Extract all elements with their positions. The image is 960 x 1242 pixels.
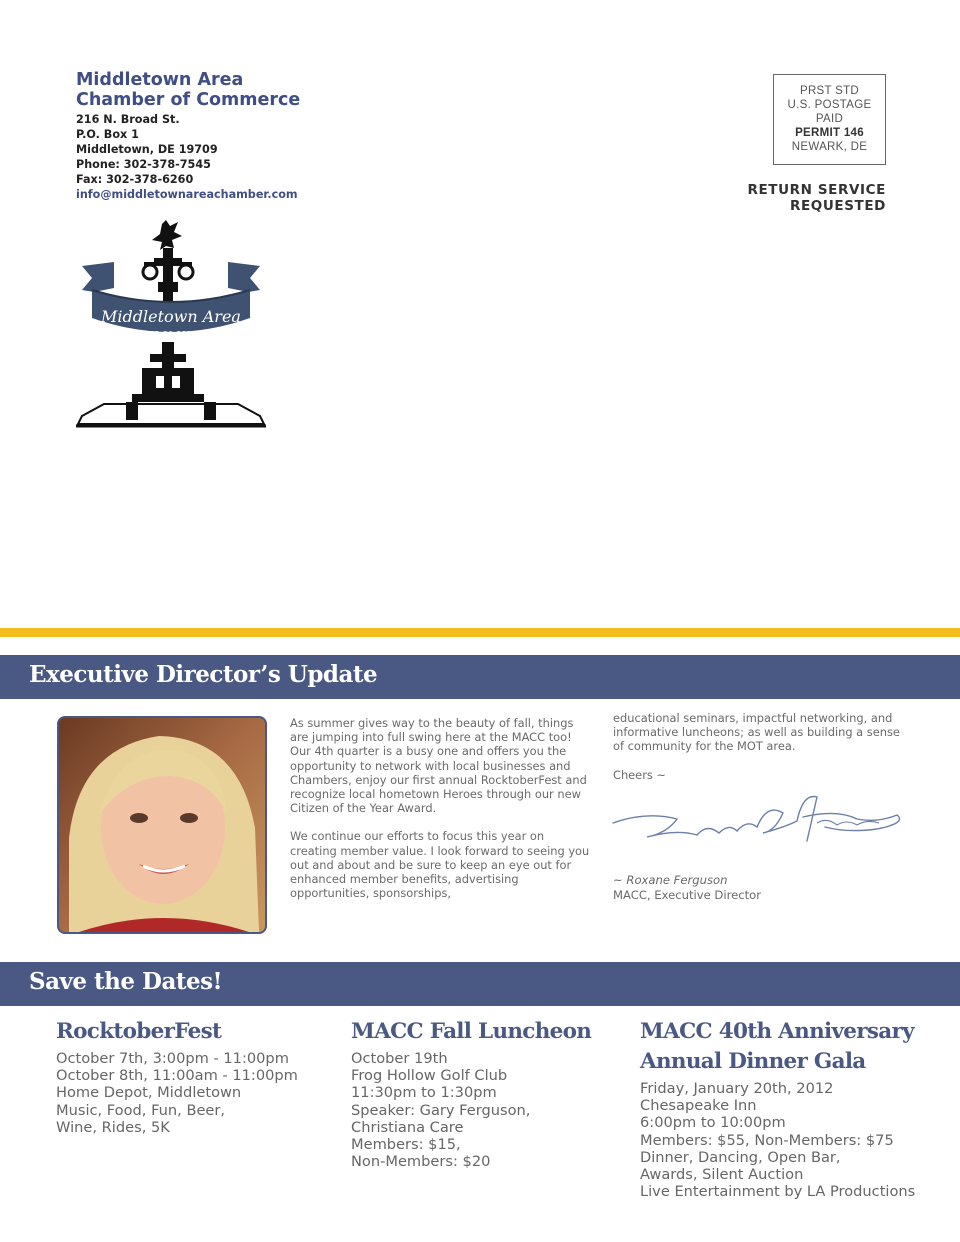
exec-update-column-1 (290, 716, 590, 914)
event-detail-line: Home Depot, Middletown (56, 1084, 242, 1102)
postage-permit: PERMIT 146 (795, 127, 864, 139)
address-fax: Fax: 302-378-6260 (76, 173, 194, 186)
signer-name: ~ Roxane Ferguson (613, 873, 728, 887)
address-street: 216 N. Broad St. (76, 113, 180, 126)
event-details (351, 1050, 621, 1170)
exec-update-heading: Executive Director’s Update (29, 661, 378, 688)
save-dates-banner (0, 962, 960, 1006)
event-detail-line: Speaker: Gary Ferguson, (351, 1101, 531, 1119)
postage-line2: U.S. POSTAGE (787, 99, 872, 111)
event-detail-line: 6:00pm to 10:00pm (640, 1114, 786, 1132)
event-detail-line: Friday, January 20th, 2012 (640, 1080, 834, 1097)
exec-update-paragraph-3: educational seminars, impactful networking, and informative luncheons; as well as building a sense of community for the MOT area. (613, 711, 900, 754)
gold-divider (0, 628, 960, 637)
save-dates-heading: Save the Dates! (29, 968, 223, 995)
signature-image (607, 783, 911, 863)
address-email-link[interactable]: info@middletownareachamber.com (76, 188, 298, 201)
event-detail-line: Dinner, Dancing, Open Bar, (640, 1148, 841, 1166)
closing-text: Cheers ~ (613, 767, 666, 782)
postage-line3: PAID (815, 113, 844, 125)
return-service-requested: RETURN SERVICE REQUESTED (747, 182, 886, 214)
exec-update-banner (0, 655, 960, 699)
event-detail-line: Wine, Rides, 5K (56, 1118, 170, 1136)
address-city: Middletown, DE 19709 (76, 143, 218, 156)
event-detail-line: Live Entertainment by LA Productions (640, 1183, 916, 1201)
exec-update-column-2 (613, 711, 913, 782)
org-name-line1: Middletown Area (76, 70, 244, 90)
event-detail-line: Christiana Care (351, 1118, 464, 1136)
logo-sub-text: CHAMBER OF COMMERCE (121, 330, 221, 338)
event-detail-line: Awards, Silent Auction (640, 1166, 804, 1184)
event-detail-line: 11:30pm to 1:30pm (351, 1084, 497, 1102)
signer-block (613, 873, 761, 902)
event-rocktoberfest (56, 1017, 326, 1136)
postage-line1: PRST STD (799, 85, 860, 97)
event-detail-line: Non-Members: $20 (351, 1153, 491, 1171)
signer-title: MACC, Executive Director (613, 887, 761, 902)
event-anniversary-gala (640, 1017, 940, 1200)
event-detail-line: Members: $55, Non-Members: $75 (640, 1131, 894, 1149)
org-name-line2: Chamber of Commerce (76, 90, 301, 110)
exec-update-paragraph-2: We continue our efforts to focus this year on creating member value. I look forward to seeing you out and about and be sure to keep an eye out for enhanced member benefits, advertising opportunities, sponsorships, (290, 829, 590, 901)
director-photo (57, 716, 267, 934)
event-details (56, 1050, 326, 1136)
event-details (640, 1080, 940, 1200)
event-detail-line: October 8th, 11:00am - 11:00pm (56, 1067, 298, 1085)
event-title-line1: MACC 40th Anniversary (640, 1019, 914, 1044)
address-po-box: P.O. Box 1 (76, 128, 139, 141)
exec-update-paragraph-1: As summer gives way to the beauty of fall, things are jumping into full swing here at the MACC too! Our 4th quarter is a busy one and offers you the opportunity to network with local businesses and Chambers, enjoy our first annual RocktoberFest and recognize local hometown Heroes through our new Citizen of the Year Award. (290, 716, 587, 816)
logo-banner-text: Middletown Area (101, 307, 241, 326)
event-title: RocktoberFest (56, 1019, 222, 1044)
event-detail-line: Frog Hollow Golf Club (351, 1067, 508, 1085)
event-detail-line: Music, Food, Fun, Beer, (56, 1101, 226, 1119)
return-address (76, 70, 300, 203)
event-detail-line: October 7th, 3:00pm - 11:00pm (56, 1050, 289, 1067)
chamber-logo (74, 218, 268, 430)
address-phone: Phone: 302-378-7545 (76, 158, 211, 171)
postage-indicia (773, 74, 886, 165)
event-fall-luncheon (351, 1017, 621, 1170)
event-title-line2: Annual Dinner Gala (640, 1049, 866, 1074)
event-title: MACC Fall Luncheon (351, 1019, 592, 1044)
event-detail-line: October 19th (351, 1050, 448, 1067)
postage-line5: NEWARK, DE (791, 141, 868, 153)
event-detail-line: Members: $15, (351, 1136, 461, 1154)
event-detail-line: Chesapeake Inn (640, 1097, 757, 1115)
